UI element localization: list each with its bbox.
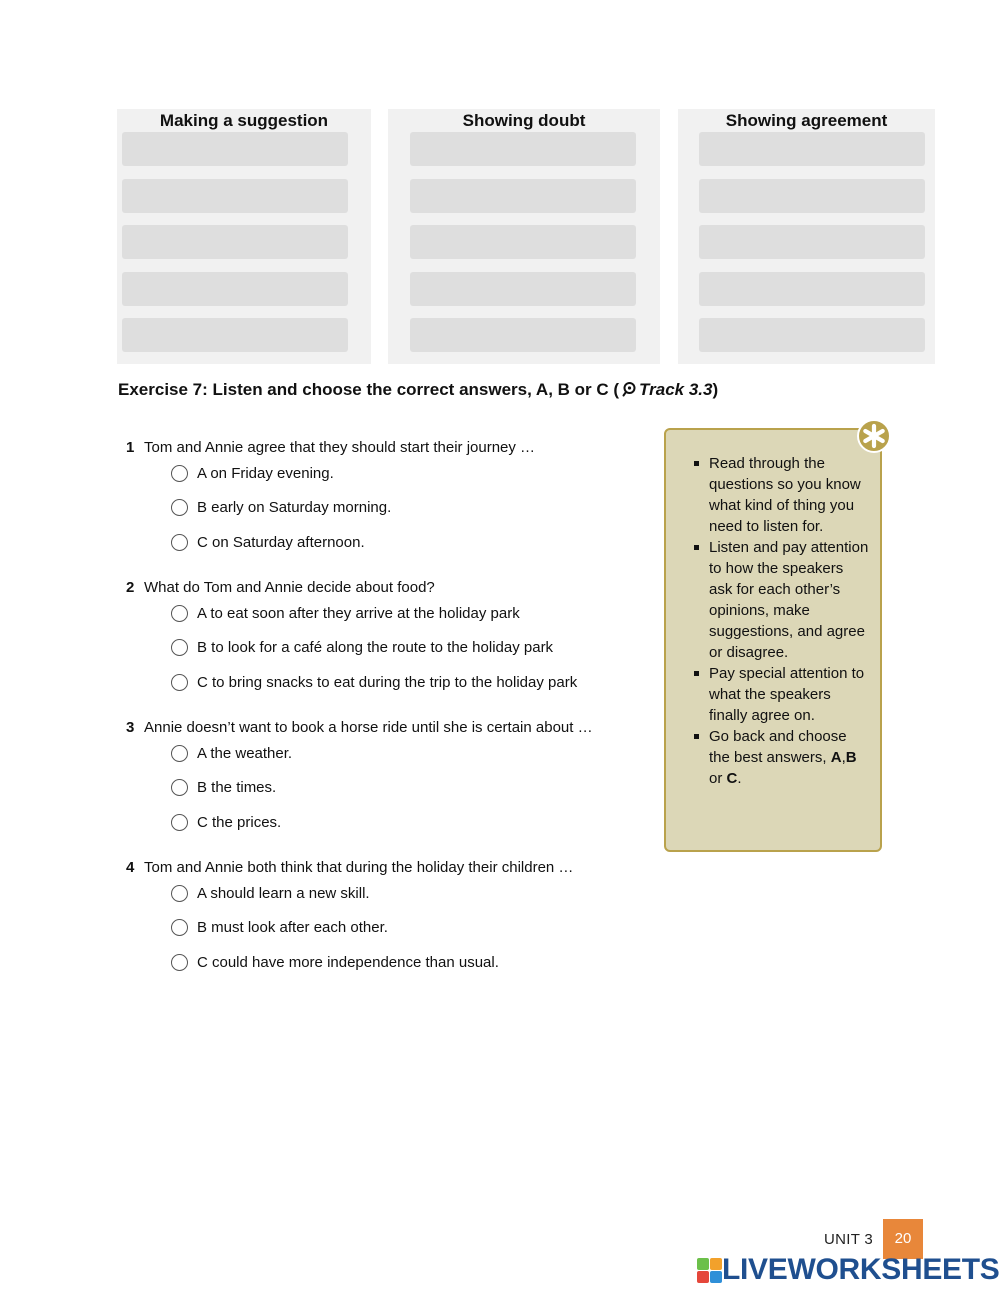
radio-button[interactable] bbox=[171, 605, 188, 622]
question-number: 1 bbox=[126, 439, 135, 456]
radio-button[interactable] bbox=[171, 499, 188, 516]
column-title: Showing doubt bbox=[462, 111, 586, 130]
liveworksheets-logo-icon bbox=[697, 1258, 723, 1284]
drop-slot[interactable] bbox=[699, 179, 925, 213]
drop-slot[interactable] bbox=[122, 132, 348, 166]
column-showing-doubt bbox=[388, 109, 660, 364]
drop-slot[interactable] bbox=[699, 318, 925, 352]
radio-button[interactable] bbox=[171, 745, 188, 762]
audio-track-icon bbox=[621, 381, 637, 397]
tip-list bbox=[680, 453, 870, 789]
drop-slot[interactable] bbox=[122, 272, 348, 306]
question-number: 3 bbox=[126, 719, 135, 736]
drop-slot[interactable] bbox=[122, 225, 348, 259]
radio-button[interactable] bbox=[171, 674, 188, 691]
question-number: 2 bbox=[126, 579, 135, 596]
drop-slot[interactable] bbox=[410, 179, 636, 213]
radio-button[interactable] bbox=[171, 954, 188, 971]
exercise-title: Exercise 7: Listen and choose the correct answers, A, B or C ( Track 3.3) bbox=[118, 380, 719, 399]
radio-button[interactable] bbox=[171, 814, 188, 831]
radio-button[interactable] bbox=[171, 885, 188, 902]
radio-button[interactable] bbox=[171, 534, 188, 551]
drop-slot[interactable] bbox=[410, 225, 636, 259]
question-2-stem: 2 What do Tom and Annie decide about food? bbox=[126, 579, 435, 596]
drop-slot[interactable] bbox=[410, 272, 636, 306]
question-4-stem: 4 Tom and Annie both think that during the holiday their children … bbox=[126, 859, 574, 876]
radio-button[interactable] bbox=[171, 465, 188, 482]
drop-slot[interactable] bbox=[699, 272, 925, 306]
column-title: Showing agreement bbox=[725, 111, 888, 130]
column-showing-agreement bbox=[678, 109, 935, 364]
tip-item: Read through the questions so you know what kind of thing you need to listen for. bbox=[680, 453, 870, 537]
radio-button[interactable] bbox=[171, 639, 188, 656]
liveworksheets-brand: LIVEWORKSHEETS bbox=[722, 1253, 1000, 1286]
tip-box bbox=[664, 428, 882, 852]
drop-slot[interactable] bbox=[122, 179, 348, 213]
question-number: 4 bbox=[126, 859, 135, 876]
drop-slot[interactable] bbox=[410, 132, 636, 166]
radio-button[interactable] bbox=[171, 919, 188, 936]
page-number: 20 bbox=[883, 1219, 923, 1259]
drop-slot[interactable] bbox=[410, 318, 636, 352]
tip-star-icon bbox=[856, 418, 892, 454]
drop-slot[interactable] bbox=[122, 318, 348, 352]
tip-item: Listen and pay attention to how the speakers ask for each other’s opinions, make suggestions, and agree or disagree. bbox=[680, 537, 870, 663]
question-1-stem: 1 Tom and Annie agree that they should start their journey … bbox=[126, 439, 536, 456]
drop-slot[interactable] bbox=[699, 132, 925, 166]
unit-label: UNIT 3 bbox=[824, 1231, 874, 1248]
tip-item: Pay special attention to what the speakers finally agree on. bbox=[680, 663, 870, 726]
column-making-suggestion bbox=[117, 109, 371, 364]
column-title: Making a suggestion bbox=[159, 111, 329, 130]
tip-item: Go back and choose the best answers, A,B or C. bbox=[680, 726, 870, 789]
question-3-stem: 3 Annie doesn’t want to book a horse ride until she is certain about … bbox=[126, 719, 593, 736]
drop-slot[interactable] bbox=[699, 225, 925, 259]
radio-button[interactable] bbox=[171, 779, 188, 796]
